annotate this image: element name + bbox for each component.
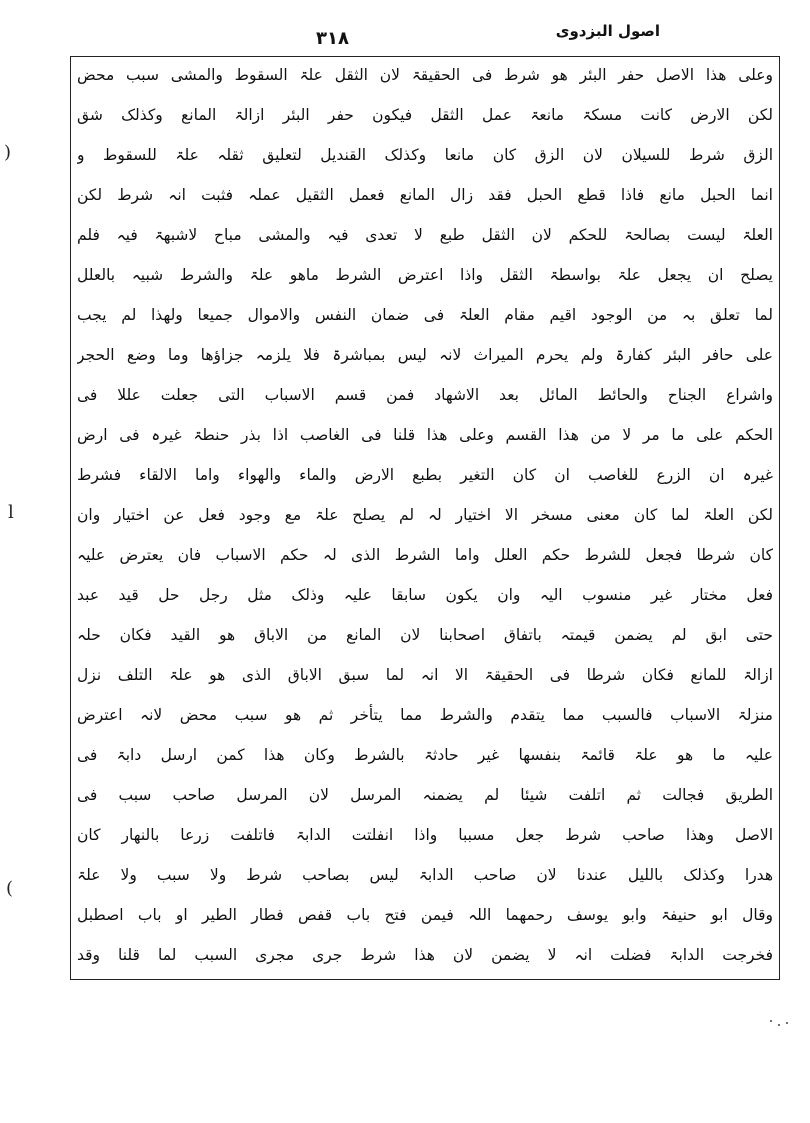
text-line: العلۃ لیست بصالحۃ للحکم لان الثقل طبع لا تعدی فیہ والمشی مباح لاشبھۃ فیہ فلم xyxy=(77,226,773,244)
text-line: الطریق فجالت ثم اتلفت شیئا لم یضمنہ المرسل لان المرسل صاحب سبب فی xyxy=(77,786,773,804)
margin-mark: ) xyxy=(4,142,12,163)
text-line: وعلی ھذا الاصل حفر البئر ھو شرط فی الحقیقۃ لان الثقل علۃ السقوط والمشی سبب محض xyxy=(77,66,773,84)
text-line: کان شرطا فجعل للشرط حکم العلل واما الشرط الذی لہ حکم الاسباب فان یعترض علیہ xyxy=(77,546,773,564)
scan-speck xyxy=(770,1020,772,1022)
text-line: وقال ابو حنیفۃ وابو یوسف رحمھما اللہ فیمن فتح باب قفص فطار الطیر او باب اصطبل xyxy=(77,906,773,924)
text-line: انما الحبل مانع فاذا قطع الحبل فقد زال المانع فعمل الثقیل عملہ فثبت انہ شرط لکن xyxy=(77,186,773,204)
text-line: یصلح ان یجعل علۃ بواسطۃ الثقل واذا اعترض الشرط ماھو علۃ والشرط شبیہ بالعلل xyxy=(77,266,773,284)
page-header xyxy=(0,0,810,60)
text-line: فخرجت الدابۃ فضلت انہ لا یضمن لان ھذا شرط جری مجری السبب لما قلنا وقد xyxy=(77,946,773,964)
text-line: لکن الارض کانت مسکۃ مانعۃ عمل الثقل فیکون حفر البئر ازالۃ المانع وکذلک شق xyxy=(77,106,773,124)
text-line: علیہ ما ھو علۃ قائمۃ بنفسھا غیر حادثۃ بالشرط وکان ھذا کمن ارسل دابۃ فی xyxy=(77,746,773,764)
text-line: علی حافر البئر کفارۃ ولم یحرم المیراث لانہ لیس بمباشرۃ فلا یلزمہ جزاؤھا وما وضع الحجر xyxy=(77,346,773,364)
book-title: اصول البزدوی xyxy=(555,22,660,40)
text-line: حتی ابق لم یضمن قیمتہ باتفاق اصحابنا لان المانع من الاباق ھو القید فکان حلہ xyxy=(77,626,773,644)
text-line: منزلۃ الاسباب فالسبب مما یتقدم والشرط مما یتأخر ثم ھو سبب محض لانہ اعترض xyxy=(77,706,773,724)
margin-mark: l xyxy=(8,502,14,523)
text-line: غیرہ ان الزرع للغاصب ان کان التغیر بطبع الارض والماء والھواء واما الالقاء فشرط xyxy=(77,466,773,484)
text-frame xyxy=(70,56,780,980)
text-line: الزق شرط للسیلان لان الزق کان مانعا وکذلک القندیل لتعلیق ثقلہ علۃ للسقوط و xyxy=(77,146,773,164)
text-line: لما تعلق بہ من الوجود اقیم مقام العلۃ فی ضمان النفس والاموال جمیعا ولھذا لم یجب xyxy=(77,306,773,324)
scan-speck xyxy=(786,1022,788,1024)
text-line: واشراع الجناح والحائط المائل بعد الاشھاد فمن قسم الاسباب التی جعلت عللا فی xyxy=(77,386,773,404)
margin-mark: ( xyxy=(6,878,14,899)
text-line: لکن العلۃ لما کان معنی مسخر الا اختیار لہ لم یصلح علۃ مع وجود فعل عن اختیار وان xyxy=(77,506,773,524)
scan-speck xyxy=(778,1024,780,1026)
text-line: الحکم علی ما مر لا من ھذا القسم وعلی ھذا قلنا فی الغاصب اذا بذر حنطۃ غیرہ فی ارض xyxy=(77,426,773,444)
text-line: الاصل وھذا صاحب شرط جعل مسببا واذا انفلتت الدابۃ فاتلفت زرعا بالنھار کان xyxy=(77,826,773,844)
text-line: ازالۃ للمانع فکان شرطا فی الحقیقۃ الا انہ لما سبق الاباق الذی ھو علۃ التلف نزل xyxy=(77,666,773,684)
text-line: فعل مختار غیر منسوب الیہ وان یکون سابقا علیہ وذلک مثل رجل حل قید عبد xyxy=(77,586,773,604)
text-line: ھدرا وکذلک باللیل عندنا لان صاحب الدابۃ لیس بصاحب شرط ولا سبب ولا علۃ xyxy=(77,866,773,884)
page-number: ۳۱۸ xyxy=(316,28,349,49)
